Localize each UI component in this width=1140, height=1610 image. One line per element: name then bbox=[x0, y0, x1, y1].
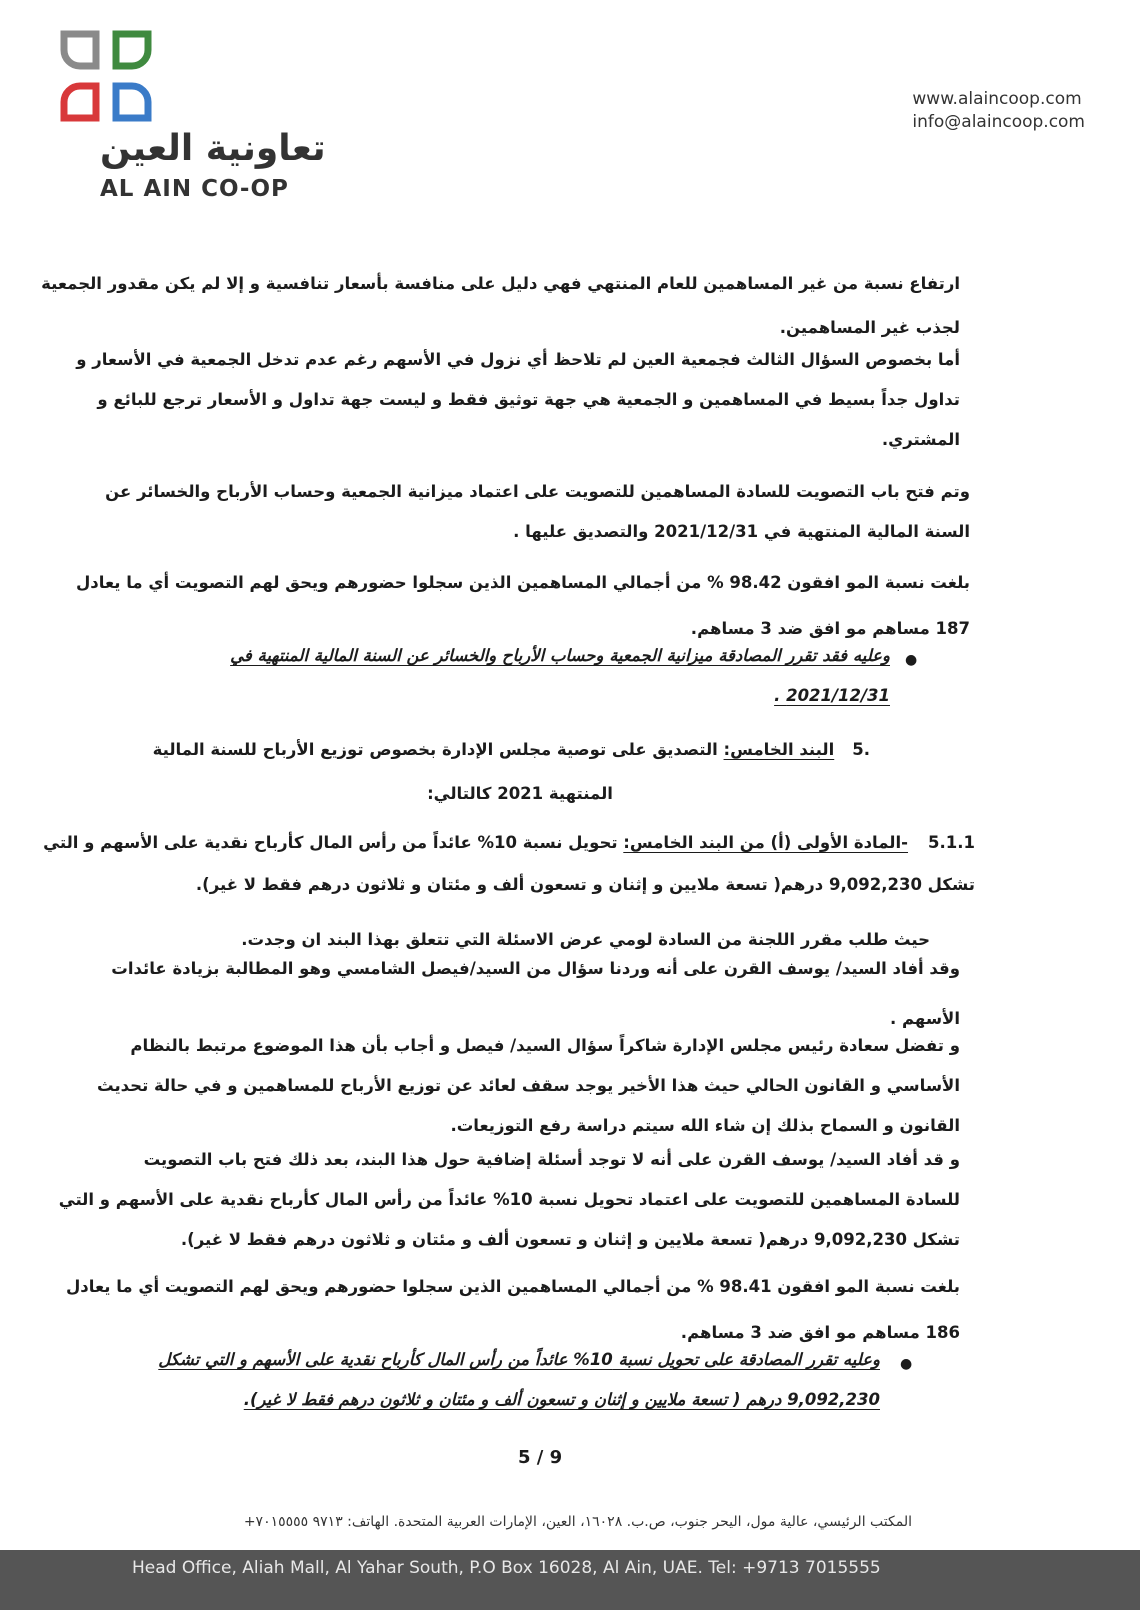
text-line: أما بخصوص السؤال الثالث فجمعية العين لم تلاحظ أي نزول في الأسهم رغم عدم تدخل الجمعية في الأسعار و bbox=[76, 350, 960, 369]
paragraph-third-question bbox=[76, 340, 960, 460]
resolution-budget-approval bbox=[170, 636, 890, 716]
text-line: القانون و السماح بذلك إن شاء الله سيتم دراسة رفع التوزيعات. bbox=[450, 1116, 960, 1135]
text-line: و تفضل سعادة رئيس مجلس الإدارة شاكراً سؤال السيد/ فيصل و أجاب بأن هذا الموضوع مرتبط بالنظام bbox=[130, 1036, 960, 1055]
contact-info bbox=[912, 88, 1085, 134]
website-link[interactable]: www.alaincoop.com bbox=[912, 89, 1082, 109]
item-number: .5 bbox=[852, 740, 870, 759]
item-5-1-1 bbox=[43, 822, 975, 906]
item-label: -المادة الأولى (أ) من البند الخامس: bbox=[623, 833, 909, 852]
text-line bbox=[43, 822, 975, 864]
bullet-icon: ● bbox=[900, 1356, 913, 1372]
text-line: للسادة المساهمين للتصويت على اعتماد تحويل نسبة 10% عائداً من رأس المال كأرباح نقدية على الأسهم و التي bbox=[58, 1190, 960, 1209]
item-text: تحويل نسبة 10% عائداً من رأس المال كأرباح نقدية على الأسهم و التي bbox=[43, 833, 624, 852]
text-line: 186 مساهم مو افق ضد 3 مساهم. bbox=[680, 1323, 960, 1342]
footer-address-arabic: المكتب الرئيسي، عالية مول، اليحر جنوب، ص.ب. ١٦٠٢٨، العين، الإمارات العربية المتحدة. الهاتف: ٩٧١٣ ٧٠١٥٥٥٥+ bbox=[243, 1514, 912, 1530]
item-5-heading bbox=[152, 728, 870, 816]
text-line: 187 مساهم مو افق ضد 3 مساهم. bbox=[690, 619, 970, 638]
text-line: وعليه تقرر المصادقة على تحويل نسبة 10% عائداً من رأس المال كأرباح نقدية على الأسهم و التي تشكل bbox=[158, 1350, 880, 1369]
text-line: تشكل 9,092,230 درهم( تسعة ملايين و إثنان و تسعون ألف و مئتان و ثلاثون درهم فقط لا غير). bbox=[195, 875, 975, 894]
text-line: الأسهم . bbox=[889, 1009, 960, 1028]
text-line: الأساسي و القانون الحالي حيث هذا الأخير يوجد سقف لعائد عن توزيع الأرباح للمساهمين و في حالة تحديث bbox=[96, 1076, 960, 1095]
text-line: تشكل 9,092,230 درهم( تسعة ملايين و إثنان و تسعون ألف و مئتان و ثلاثون درهم فقط لا غير). bbox=[180, 1230, 960, 1249]
text-line: بلغت نسبة المو افقون 98.42 % من أجمالي المساهمين الذين سجلوا حضورهم ويحق لهم التصويت أي ما يعادل bbox=[75, 573, 970, 592]
logo-english-name: AL AIN CO-OP bbox=[100, 176, 289, 202]
paragraph-chairman-answer bbox=[96, 1026, 960, 1146]
text-line: 2021/12/31 . bbox=[774, 686, 890, 705]
text-line: وقد أفاد السيد/ يوسف القرن على أنه وردنا سؤال من السيد/فيصل الشامسي وهو المطالبة بزيادة عائدات bbox=[111, 959, 960, 978]
text-line: و قد أفاد السيد/ يوسف القرن على أنه لا توجد أسئلة إضافية حول هذا البند، بعد ذلك فتح باب التصويت bbox=[143, 1150, 960, 1169]
logo-arabic-name: تعاونية العين bbox=[100, 128, 326, 169]
email-link[interactable]: info@alaincoop.com bbox=[912, 112, 1085, 132]
text-line: وتم فتح باب التصويت للسادة المساهمين للتصويت على اعتماد ميزانية الجمعية وحساب الأرباح والخسائر عن bbox=[105, 482, 970, 501]
text-line: ارتفاع نسبة من غير المساهمين للعام المنتهي فهي دليل على منافسة بأسعار تنافسية و إلا لم يكن مقدور الجمعية bbox=[41, 274, 960, 293]
footer-address-english: Head Office, Aliah Mall, Al Yahar South, P.O Box 16028, Al Ain, UAE. Tel: +9713 7015555 bbox=[132, 1558, 881, 1578]
text-line: لجذب غير المساهمين. bbox=[779, 318, 960, 337]
resolution-dividend-approval bbox=[130, 1340, 880, 1420]
footer-bar bbox=[0, 1550, 1140, 1610]
text-line: المشتري. bbox=[881, 430, 960, 449]
paragraph-second-vote bbox=[58, 1140, 960, 1260]
text-line: 9,092,230 درهم ( تسعة ملايين و إثنان و تسعون ألف و مئتان و ثلاثون درهم فقط لا غير). bbox=[243, 1390, 880, 1409]
item-number: 5.1.1 bbox=[928, 833, 975, 852]
text-line: حيث طلب مقرر اللجنة من السادة لومي عرض الاسئلة التي تتعلق بهذا البند ان وجدت. bbox=[241, 930, 930, 949]
bullet-icon: ● bbox=[905, 652, 918, 668]
paragraph-voting-opened bbox=[105, 472, 970, 552]
text-line bbox=[152, 728, 870, 772]
text-line: بلغت نسبة المو افقون 98.41 % من أجمالي المساهمين الذين سجلوا حضورهم ويحق لهم التصويت أي ما يعادل bbox=[65, 1277, 960, 1296]
paragraph-competition bbox=[41, 262, 960, 350]
text-line: وعليه فقد تقرر المصادقة ميزانية الجمعية وحساب الأرباح والخسائر عن السنة المالية المنتهية في bbox=[230, 646, 890, 665]
al-ain-coop-logo bbox=[58, 28, 154, 124]
item-text: التصديق على توصية مجلس الإدارة بخصوص توزيع الأرباح للسنة المالية bbox=[152, 740, 724, 759]
text-line: السنة المالية المنتهية في 2021/12/31 والتصديق عليها . bbox=[513, 522, 970, 541]
item-title: البند الخامس: bbox=[723, 740, 835, 759]
text-line: تداول جداً بسيط في المساهمين و الجمعية هي جهة توثيق فقط و ليست جهة تداول و الأسعار ترجع للبائع و bbox=[97, 390, 960, 409]
text-line: المنتهية 2021 كالتالي: bbox=[427, 784, 613, 803]
page-number: 5 / 9 bbox=[518, 1447, 563, 1468]
